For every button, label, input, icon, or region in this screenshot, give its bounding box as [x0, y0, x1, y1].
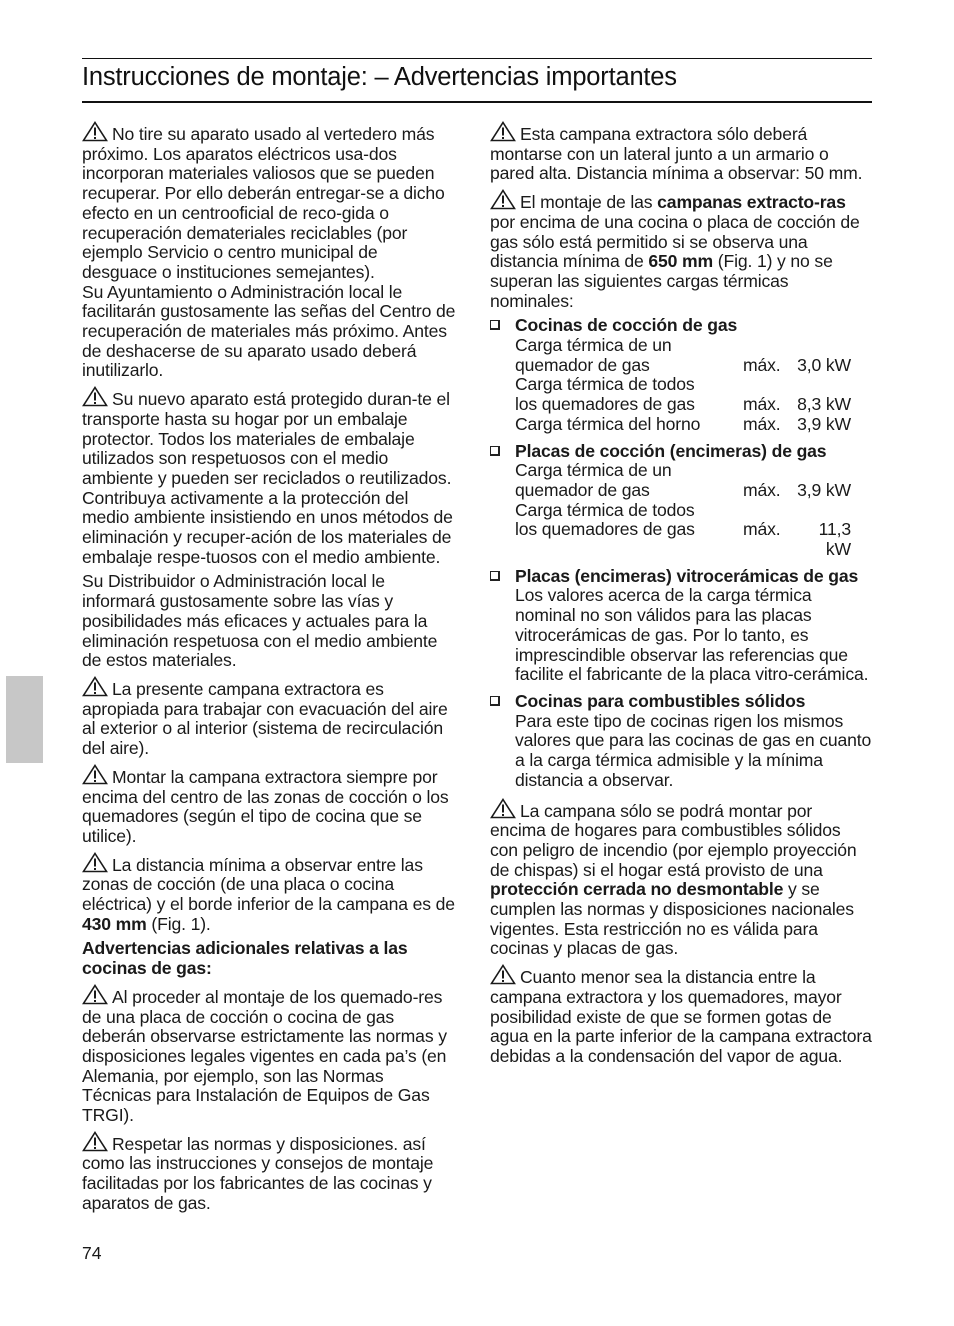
stove-type-item: [490, 442, 872, 560]
load-value: [793, 336, 851, 356]
paragraph-gas-norms: Al proceder al montaje de los quemado-res de una placa de cocción o cocina de gas deberán observarse estrictamente las normas y disposiciones legales vigentes en cada pa’s (en Alemania, por ejemplo, son las Normas Técnicas para Instalación de Equipos de Gas TRGI).: [82, 984, 456, 1126]
load-max: máx.: [743, 394, 781, 415]
stove-type-title: Cocinas para combustibles sólidos: [515, 690, 806, 711]
stove-type-item: [490, 316, 872, 434]
load-label: Carga térmica de todos: [515, 374, 695, 395]
paragraph-air-mode: La presente campana extractora es apropiada para trabajar con evacuación del aire al exterior o al interior (sistema de recirculación del aire).: [82, 676, 456, 759]
load-value: 3,0 kW: [797, 354, 851, 375]
warning-triangle-icon: [490, 121, 516, 142]
checkbox-square-icon: [490, 320, 500, 330]
load-label: quemador de gas: [515, 479, 650, 500]
warning-triangle-icon: [82, 386, 108, 407]
load-value: 3,9 kW: [797, 413, 851, 434]
left-column: [82, 121, 456, 1219]
load-label: Carga térmica de un: [515, 335, 672, 356]
checkbox-square-icon: [490, 696, 500, 706]
load-max: máx.: [743, 519, 781, 540]
stove-type-title: Cocinas de cocción de gas: [515, 315, 738, 336]
side-tab-marker: [6, 676, 43, 763]
stove-type-title: Placas (encimeras) vitrocerámicas de gas: [515, 565, 859, 586]
warning-triangle-icon: [82, 676, 108, 697]
load-max: [743, 461, 793, 481]
right-column: [490, 121, 872, 1072]
load-value: 8,3 kW: [797, 394, 851, 415]
warning-triangle-icon: [82, 984, 108, 1005]
load-label: los quemadores de gas: [515, 394, 695, 415]
stove-type-text: Para este tipo de cocinas rigen los mismos valores que para las cocinas de gas en cuanto a la carga térmica admisible y la mínima distancia a observar.: [515, 710, 872, 790]
load-row: [515, 415, 872, 435]
load-max: [743, 375, 793, 395]
warning-triangle-icon: [490, 798, 516, 819]
stove-type-text: Los valores acerca de la carga térmica nominal no son válidos para las placas vitrocerámicas de gas. Por lo tanto, es imprescindible observar las referencias que facilite el fabricante de la placa vitro-cerámica.: [515, 585, 869, 685]
stove-type-title: Placas de cocción (encimeras) de gas: [515, 440, 827, 461]
paragraph-gas-mount: El montaje de las campanas extracto-ras por encima de una cocina o placa de cocción de gas sólo está permitido si se observa una distancia mínima de 650 mm (Fig. 1) y no se superan las siguientes cargas térmicas nominales:: [490, 189, 872, 311]
paragraph-mount-center: Montar la campana extractora siempre por encima del centro de las zonas de cocción o los quemadores (según el tipo de cocina que se utilice).: [82, 764, 456, 847]
load-label: quemador de gas: [515, 354, 650, 375]
paragraph-condensation: Cuanto menor sea la distancia entre la campana extractora y los quemadores, mayor posibilidad existe de que se formen gotas de agua en la parte inferior de la campana extractora debidas a la condensación del vapor de agua.: [490, 964, 872, 1067]
warning-triangle-icon: [490, 189, 516, 210]
section-heading-gas: Advertencias adicionales relativas a las cocinas de gas:: [82, 938, 408, 979]
paragraph-disposal: No tire su aparato usado al vertedero más próximo. Los aparatos eléctricos usa-dos incorporan materiales valiosos que se pueden recuperar. Por ello deberán entregar-se a dicho efecto en un centrooficial de reco-gida o recuperación demateriales reciclables (por ejemplo Servicio o centro municipal de desguace o instituciones semejantes). Su Ayuntamiento o Administración local le facilitarán gustosamente las señas del Centro de recuperación de materiales más próximo. Antes de deshacerse de su aparato usado deberá inutilizarlo.: [82, 121, 456, 381]
load-max: [743, 501, 793, 521]
checkbox-square-icon: [490, 446, 500, 456]
load-value: 3,9 kW: [797, 479, 851, 500]
load-label: los quemadores de gas: [515, 519, 695, 540]
load-row: [515, 395, 872, 415]
distance-value: 430 mm: [82, 913, 147, 934]
checkbox-square-icon: [490, 571, 500, 581]
paragraph-lateral: Esta campana extractora sólo deberá montarse con un lateral junto a un armario o pared alta. Distancia mínima a observar: 50 mm.: [490, 121, 872, 184]
load-row: [515, 481, 872, 501]
warning-triangle-icon: [82, 852, 108, 873]
load-value: [793, 501, 851, 521]
stove-type-item: [490, 567, 872, 685]
warning-triangle-icon: [82, 1131, 108, 1152]
load-row: [515, 336, 872, 356]
load-row: [515, 356, 872, 376]
load-row: [515, 520, 872, 559]
paragraph-distributor: Su Distribuidor o Administración local le informará gustosamente sobre las vías y posibilidades más eficaces y actuales para la eliminación respetuosa con el medio ambiente de estos materiales.: [82, 571, 438, 671]
load-max: máx.: [743, 413, 781, 434]
paragraph-packaging: Su nuevo aparato está protegido duran-te el transporte hasta su hogar por un embalaje protector. Todos los materiales de embalaje utilizados son respetuosos con el medio ambiente y pueden ser reciclados o reutilizados. Contribuya activamente a la protección del medio ambiente insistiendo en unos métodos de eliminación y recuper-ación de los materiales de embalaje respe-tuosos con el medio ambiente.: [82, 386, 456, 567]
load-value: [793, 461, 851, 481]
load-label: Carga térmica de todos: [515, 499, 695, 520]
page-number: 74: [82, 1243, 102, 1263]
load-max: [743, 336, 793, 356]
load-label: Carga térmica del horno: [515, 413, 701, 434]
load-row: [515, 375, 872, 395]
load-max: máx.: [743, 354, 781, 375]
header-rule-bottom: [82, 101, 872, 103]
load-max: máx.: [743, 479, 781, 500]
warning-triangle-icon: [490, 964, 516, 985]
stove-type-item: [490, 692, 872, 791]
stove-type-list: [490, 316, 872, 790]
warning-triangle-icon: [82, 121, 108, 142]
paragraph-solid-fuel: La campana sólo se podrá montar por encima de hogares para combustibles sólidos con peligro de incendio (por ejemplo proyección de chispas) si el hogar está provisto de una protección cerrada no desmontable y se cumplen las normas y disposiciones nacionales vigentes. Esta restricción no es válida para cocinas y placas de gas.: [490, 798, 872, 960]
paragraph-respect-norms: Respetar las normas y disposiciones. así como las instrucciones y consejos de montaje facilitadas por los fabricantes de las cocinas y aparatos de gas.: [82, 1131, 456, 1214]
header-rule-top: [82, 58, 872, 59]
load-value: [793, 375, 851, 395]
warning-triangle-icon: [82, 764, 108, 785]
load-row: [515, 461, 872, 481]
paragraph-min-distance: La distancia mínima a observar entre las zonas de cocción (de una placa o cocina eléctrica) y el borde inferior de la campana es de 430 mm (Fig. 1).: [82, 852, 456, 935]
load-row: [515, 501, 872, 521]
load-value: 11,3 kW: [818, 519, 851, 560]
load-label: Carga térmica de un: [515, 460, 672, 481]
page-title: Instrucciones de montaje: – Advertencias importantes: [82, 63, 677, 91]
